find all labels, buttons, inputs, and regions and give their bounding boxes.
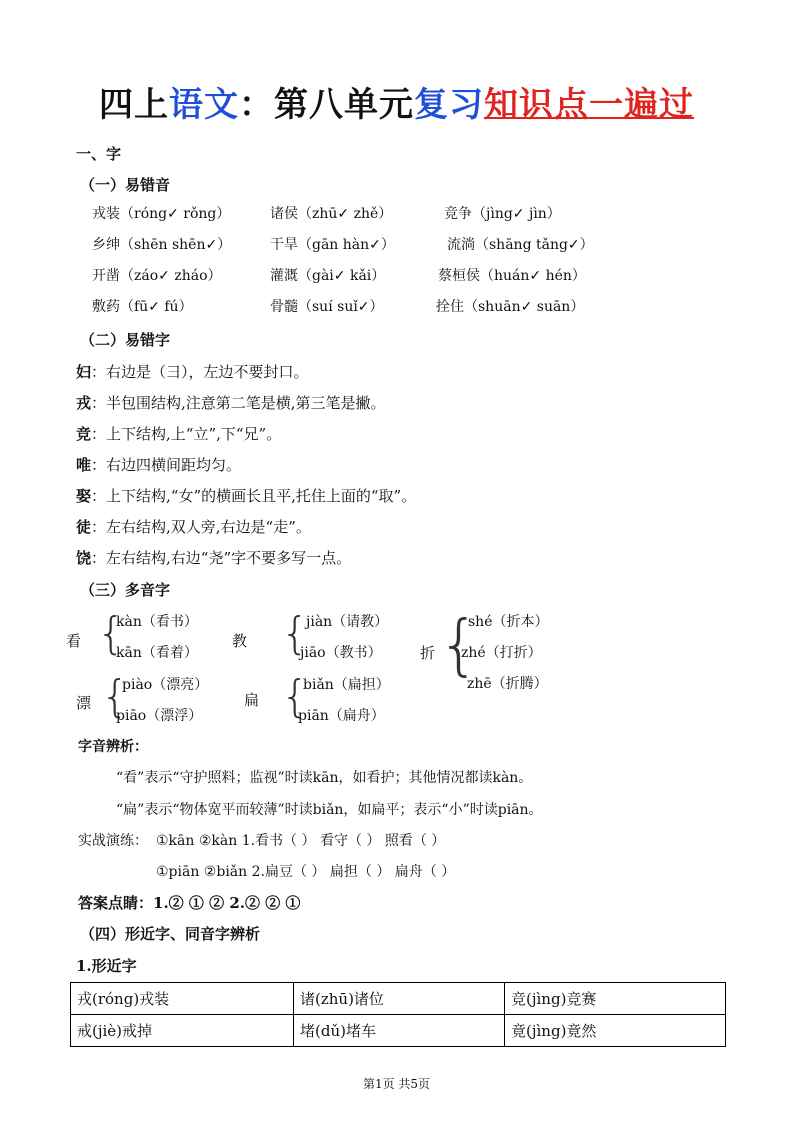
pron-row1-col2: 诸侯（zhū✓ zhě） (270, 206, 393, 222)
char-note-3-text: ：上下结构,上“立”,下“兄”。 (91, 425, 282, 443)
char-note-3 (76, 424, 281, 444)
poly-jiao-reading-2: jiāo（教书） (300, 645, 382, 661)
pron-row4-col3: 拴住（shuān✓ suān） (436, 299, 585, 315)
table-row (71, 983, 726, 1015)
char-note-7-text: ：左右结构,右边“尧”字不要多写一点。 (91, 549, 352, 567)
poly-char-zhe: 折 (420, 644, 436, 662)
char-note-4-text: ：右边四横间距均匀。 (91, 456, 242, 474)
title-part-5: 知识点一遍过 (484, 85, 694, 125)
table-cell: 戒(jiè)戒掉 (71, 1015, 294, 1047)
subsection-heading-characters: （二）易错字 (80, 331, 171, 349)
char-note-7-char: 饶 (76, 549, 92, 567)
analysis-label: 字音辨析： (78, 739, 148, 755)
char-note-1-text: ：右边是（彐），左边不要封口。 (91, 363, 309, 381)
section-heading: 一、字 (76, 145, 122, 163)
table-cell: 堵(dǔ)堵车 (294, 1015, 505, 1047)
title-part-1: 四上 (99, 85, 169, 125)
char-note-1-char: 妇 (76, 363, 92, 381)
char-note-2-text: ：半包围结构,注意第二笔是横,第三笔是撇。 (91, 394, 386, 412)
pron-row1-col1: 戎装（róng✓ rǒng） (92, 206, 231, 222)
pron-row3-col2: 灌溉（gài✓ kǎi） (270, 268, 386, 284)
table-cell: 竟(jìng)竟然 (505, 1015, 726, 1047)
char-note-5-char: 娶 (76, 487, 92, 505)
analysis-line-2: “扁”表示“物体宽平而较薄”时读biǎn，如扁平；表示“小”时读piān。 (116, 802, 543, 818)
analysis-line-1: “看”表示“守护照料；监视”时读kān，如看护；其他情况都读kàn。 (116, 770, 533, 786)
poly-char-piao: 漂 (76, 694, 92, 712)
brace-icon: { (97, 608, 125, 659)
table-cell: 竞(jìng)竞赛 (505, 983, 726, 1015)
similar-chars-heading: 1.形近字 (76, 957, 137, 975)
subsection-heading-pronunciation: （一）易错音 (80, 176, 171, 194)
poly-piao-reading-1: piào（漂亮） (122, 677, 209, 693)
title-part-2: 语文 (169, 85, 239, 125)
char-note-6 (76, 517, 311, 537)
poly-jiao-reading-1: jiàn（请教） (306, 614, 389, 630)
title-part-4: 复习 (414, 85, 484, 125)
poly-bian-reading-2: piān（扁舟） (298, 708, 385, 724)
table-cell: 戎(róng)戎装 (71, 983, 294, 1015)
poly-bian-reading-1: biǎn（扁担） (303, 677, 390, 693)
pron-row1-col3: 竞争（jìng✓ jìn） (444, 206, 561, 222)
similar-chars-table (70, 982, 726, 1047)
char-note-2-char: 戎 (76, 394, 92, 412)
pron-row2-col3: 流淌（shāng tǎng✓） (447, 237, 594, 253)
char-note-5 (76, 486, 416, 506)
subsection-heading-similar: （四）形近字、同音字辨析 (80, 925, 261, 943)
char-note-3-char: 竞 (76, 425, 92, 443)
char-note-5-text: ：上下结构,“女”的横画长且平,托住上面的“取”。 (91, 487, 417, 505)
pron-row2-col2: 干旱（gān hàn✓） (270, 237, 395, 253)
subsection-heading-polyphones: （三）多音字 (80, 581, 171, 599)
char-note-4-char: 唯 (76, 456, 92, 474)
char-note-6-text: ：左右结构,双人旁,右边是“走”。 (91, 518, 311, 536)
poly-piao-reading-2: piāo（漂浮） (116, 708, 203, 724)
char-note-1 (76, 362, 309, 382)
poly-kan-reading-2: kān（看着） (116, 645, 198, 661)
poly-zhe-reading-1: shé（折本） (468, 614, 549, 630)
pron-row2-col1: 乡绅（shēn shēn✓） (92, 237, 232, 253)
poly-kan-reading-1: kàn（看书） (116, 614, 198, 630)
answer-line: 答案点睛：1.② ① ② 2.② ② ① (78, 894, 301, 912)
brace-icon: { (281, 608, 309, 659)
page-title (0, 82, 793, 128)
title-part-3: ：第八单元 (239, 85, 414, 125)
practice-label: 实战演练： (78, 833, 148, 849)
pron-row3-col3: 蔡桓侯（huán✓ hén） (438, 268, 586, 284)
char-note-7 (76, 548, 351, 568)
pron-row4-col1: 敷药（fū✓ fú） (92, 299, 193, 315)
poly-char-kan: 看 (66, 632, 82, 650)
practice-line-1: ①kān ②kàn 1.看书（ ） 看守（ ） 照看（ ） (156, 833, 446, 849)
table-row (71, 1015, 726, 1047)
pron-row3-col1: 开凿（záo✓ zháo） (92, 268, 222, 284)
practice-line-2: ①piān ②biǎn 2.扁豆（ ） 扁担（ ） 扁舟（ ） (156, 864, 456, 880)
poly-char-jiao: 教 (232, 632, 248, 650)
poly-char-bian: 扁 (244, 691, 260, 709)
table-cell: 诸(zhū)诸位 (294, 983, 505, 1015)
char-note-2 (76, 393, 386, 413)
poly-zhe-reading-3: zhē（折腾） (467, 676, 548, 692)
brace-icon: { (438, 606, 480, 683)
char-note-4 (76, 455, 241, 475)
page-footer: 第1页 共5页 (362, 1077, 431, 1091)
brace-icon: { (101, 671, 129, 722)
char-note-6-char: 徒 (76, 518, 92, 536)
brace-icon: { (281, 671, 309, 722)
poly-zhe-reading-2: zhé（打折） (461, 645, 542, 661)
pron-row4-col2: 骨髓（suí suǐ✓） (270, 299, 384, 315)
